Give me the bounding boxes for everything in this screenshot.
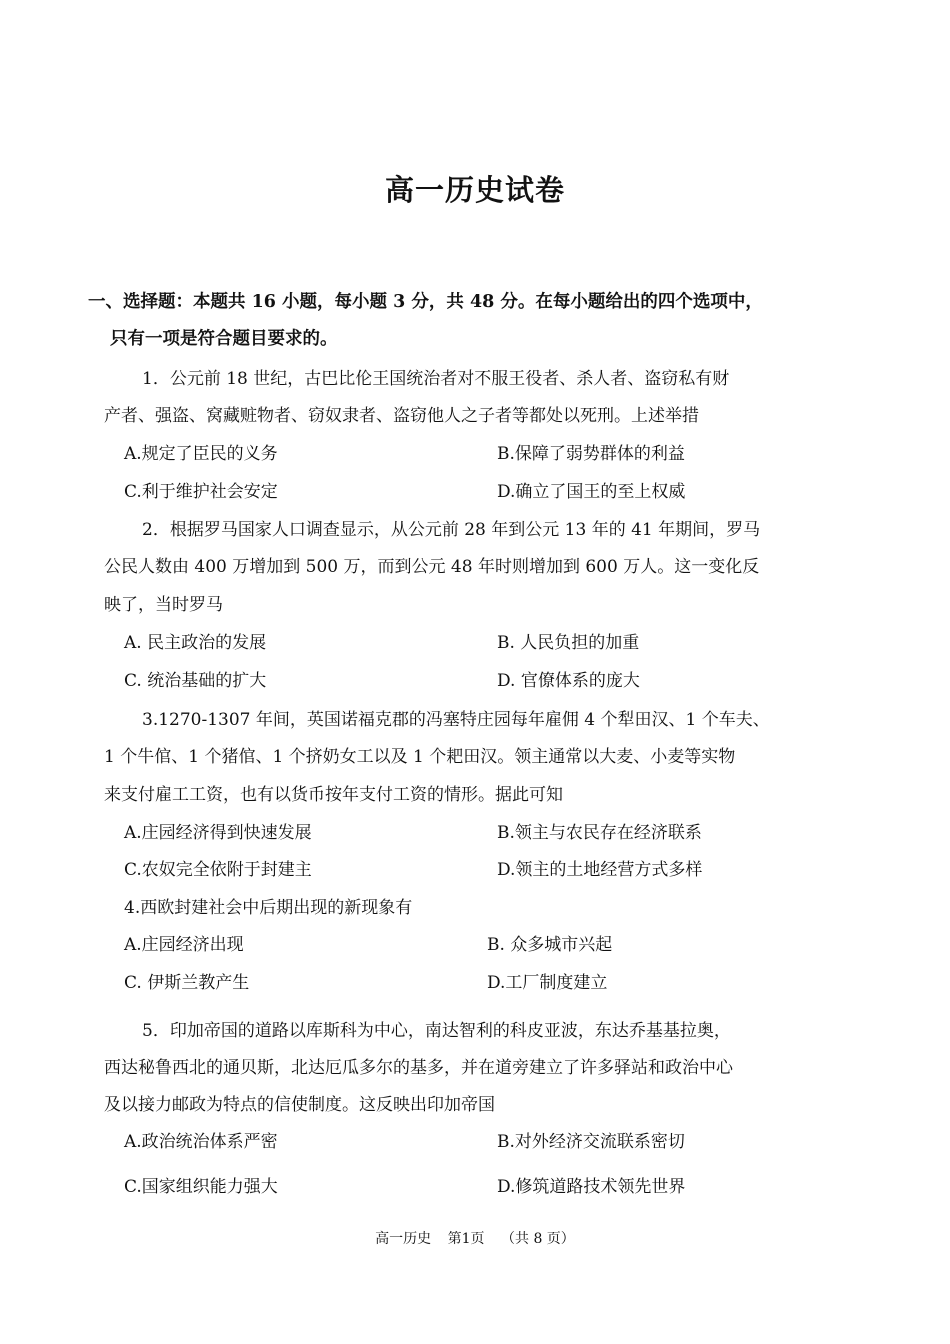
question-2-option-b[interactable]: B. 人民负担的加重 bbox=[497, 633, 640, 653]
question-5-option-b[interactable]: B.对外经济交流联系密切 bbox=[497, 1132, 685, 1152]
question-5-option-c[interactable]: C.国家组织能力强大 bbox=[124, 1177, 278, 1197]
question-2-line-3: 映了，当时罗马 bbox=[104, 595, 223, 615]
question-3-option-a[interactable]: A.庄园经济得到快速发展 bbox=[124, 823, 312, 843]
question-2-option-c[interactable]: C. 统治基础的扩大 bbox=[124, 671, 267, 691]
question-2-line-2: 公民人数由 400 万增加到 500 万，而到公元 48 年时则增加到 600 万人。这一变化反 bbox=[104, 557, 760, 577]
question-5-line-3: 及以接力邮政为特点的信使制度。这反映出印加帝国 bbox=[104, 1095, 495, 1115]
question-2-option-a[interactable]: A. 民主政治的发展 bbox=[124, 633, 267, 653]
question-5-option-a[interactable]: A.政治统治体系严密 bbox=[124, 1132, 278, 1152]
question-1-option-a[interactable]: A.规定了臣民的义务 bbox=[124, 444, 278, 464]
question-3-option-d[interactable]: D.领主的土地经营方式多样 bbox=[497, 860, 703, 880]
question-2-line-1: 2．根据罗马国家人口调查显示，从公元前 28 年到公元 13 年的 41 年期间，罗马 bbox=[142, 520, 761, 540]
section-heading-line1: 一、选择题：本题共 16 小题，每小题 3 分，共 48 分。在每小题给出的四个选项中， bbox=[88, 292, 763, 312]
question-1-option-d[interactable]: D.确立了国王的至上权威 bbox=[497, 482, 686, 502]
question-4-option-c[interactable]: C. 伊斯兰教产生 bbox=[124, 973, 250, 993]
section-heading-line2: 只有一项是符合题目要求的。 bbox=[110, 329, 338, 349]
question-1-option-c[interactable]: C.利于维护社会安定 bbox=[124, 482, 278, 502]
question-3-line-3: 来支付雇工工资，也有以货币按年支付工资的情形。据此可知 bbox=[104, 785, 563, 805]
question-3-line-1: 3.1270-1307 年间，英国诺福克郡的冯塞特庄园每年雇佣 4 个犁田汉、1 个车夫、 bbox=[142, 710, 770, 730]
question-5-line-2: 西达秘鲁西北的通贝斯，北达厄瓜多尔的基多，并在道旁建立了许多驿站和政治中心 bbox=[104, 1058, 733, 1078]
footer-subject: 高一历史 bbox=[375, 1231, 432, 1247]
question-1-line-2: 产者、强盗、窝藏赃物者、窃奴隶者、盗窃他人之子者等都处以死刑。上述举措 bbox=[104, 406, 699, 426]
question-3-option-b[interactable]: B.领主与农民存在经济联系 bbox=[497, 823, 702, 843]
question-1-line-1: 1．公元前 18 世纪，古巴比伦王国统治者对不服王役者、杀人者、盗窃私有财 bbox=[142, 369, 730, 389]
question-5-line-1: 5．印加帝国的道路以库斯科为中心，南达智利的科皮亚波，东达乔基基拉奥， bbox=[142, 1021, 731, 1041]
footer-page-number: 第1页 bbox=[447, 1231, 485, 1247]
question-4-line-1: 4.西欧封建社会中后期出现的新现象有 bbox=[124, 898, 413, 918]
question-5-option-d[interactable]: D.修筑道路技术领先世界 bbox=[497, 1177, 686, 1197]
question-4-option-b[interactable]: B. 众多城市兴起 bbox=[487, 935, 613, 955]
question-2-option-d[interactable]: D. 官僚体系的庞大 bbox=[497, 671, 640, 691]
question-4-option-d[interactable]: D.工厂制度建立 bbox=[487, 973, 608, 993]
question-1-option-b[interactable]: B.保障了弱势群体的利益 bbox=[497, 444, 685, 464]
question-3-line-2: 1 个牛倌、1 个猪倌、1 个挤奶女工以及 1 个耙田汉。领主通常以大麦、小麦等实物 bbox=[104, 747, 736, 767]
page-footer bbox=[0, 1228, 950, 1248]
question-3-option-c[interactable]: C.农奴完全依附于封建主 bbox=[124, 860, 312, 880]
footer-total-pages: （共 8 页） bbox=[501, 1231, 575, 1247]
page-title: 高一历史试卷 bbox=[384, 173, 565, 207]
question-4-option-a[interactable]: A.庄园经济出现 bbox=[124, 935, 244, 955]
